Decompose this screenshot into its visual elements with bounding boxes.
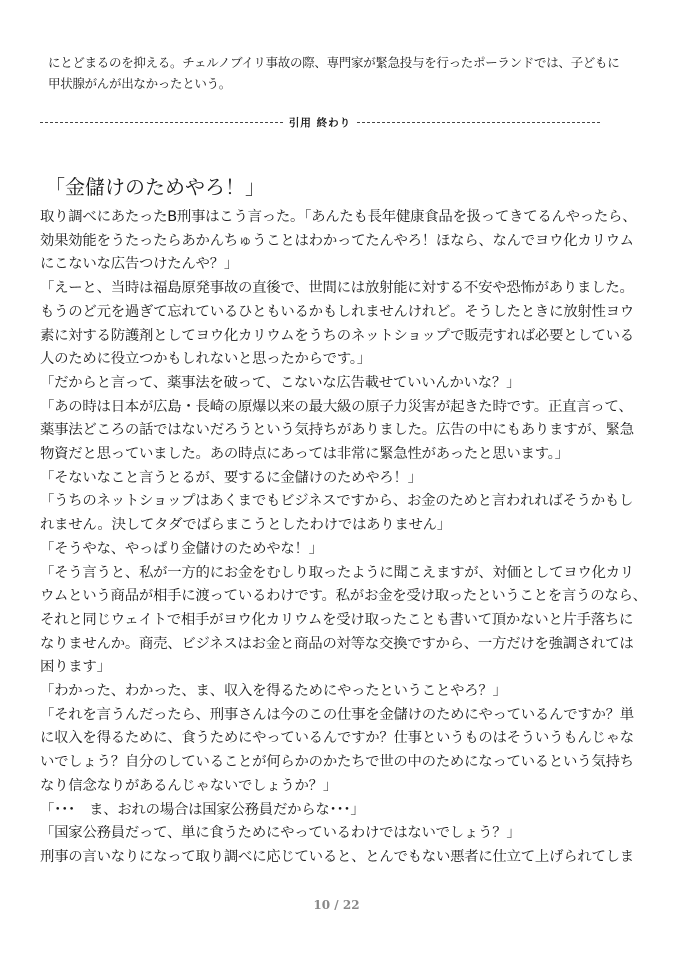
body-line: にこないな広告つけたんや？」 [40, 256, 238, 273]
body-line: 効果効能をうたったらあかんちゅうことはわかってたんやろ！ほなら、なんでヨウ化カリウム [40, 232, 634, 249]
page-number: 10 / 22 [313, 898, 360, 912]
body-line: に収入を得るために、食うためにやっているんですか？仕事というものはそういうもんじゃな [40, 730, 634, 747]
body-line: なり信念なりがあるんじゃないでしょうか？」 [40, 777, 337, 794]
body-line: 「だからと言って、薬事法を破って、こないな広告載せていいんかいな？」 [40, 374, 521, 391]
body-line: 「あの時は日本が広島・長崎の原爆以来の最大級の原子力災害が起きた時です。正直言って、 [40, 398, 633, 415]
quote-end-separator [40, 112, 600, 132]
body-line: それと同じウェイトで相手がヨウ化カリウムを受け取ったことも書いて頂かないと片手落ちに [40, 611, 634, 628]
quote-tail [48, 52, 638, 94]
body-line: もうのど元を過ぎて忘れているひともいるかもしれませんけれど。そうしたときに放射性ヨウ [40, 303, 634, 320]
body-line: 取り調べにあたったB刑事はこう言った。「あんたも長年健康食品を扱ってきてるんやったら、 [40, 209, 637, 225]
body-line: 「そうやな、やっぱり金儲けのためやな！」 [40, 540, 323, 557]
quote-line: にとどまるのを抑える。チェルノブイリ事故の際、専門家が緊急投与を行ったポーランドでは、子どもに [48, 55, 620, 70]
dashed-rule-left [40, 122, 283, 123]
dashed-rule-right [357, 122, 600, 123]
body-text [40, 206, 647, 870]
body-line: 「うちのネットショップはあくまでもビジネスですから、お金のためと言われればそうかもし [40, 493, 634, 510]
body-line: 「それを言うんだったら、刑事さんは今のこの仕事を金儲けのためにやっているんですか？単 [40, 706, 634, 723]
body-line: 「･･･ ま、おれの場合は国家公務員だからな･･･」 [40, 801, 365, 818]
body-line: 素に対する防護剤としてヨウ化カリウムをうちのネットショップで販売すれば必要としている [40, 327, 634, 344]
body-line: ウムという商品が相手に渡っているわけです。私がお金を受け取ったということを言うのなら、 [40, 588, 647, 605]
body-line: 困ります」 [40, 659, 111, 676]
body-line: 「そないなこと言うとるが、要するに金儲けのためやろ！」 [40, 469, 422, 486]
quote-end-label: 引用 終わり [288, 116, 352, 129]
body-line: 「えーと、当時は福島原発事故の直後で、世間には放射能に対する不安や恐怖がありました。 [40, 280, 634, 297]
body-line: 物資だと思っていました。あの時点にあっては非常に緊急性があったと思います。」 [40, 446, 569, 463]
body-line: いでしょう？自分のしていることが何らかのかたちで世の中のためになっているという気持ち [40, 754, 634, 771]
body-line: れません。決してタダでばらまこうとしたわけではありません」 [40, 517, 451, 534]
body-line: 人のために役立つかもしれないと思ったからです。」 [40, 351, 371, 368]
section-heading: 「金儲けのためやろ！」 [45, 175, 265, 199]
body-line: なりませんか。商売、ビジネスはお金と商品の対等な交換ですから、一方だけを強調されては [40, 635, 634, 652]
body-line: 「そう言うと、私が一方的にお金をむしり取ったように聞こえますが、対価としてヨウ化カリ [40, 564, 634, 581]
body-line: 「国家公務員だって、単に食うためにやっているわけではないでしょう？」 [40, 825, 521, 842]
body-line: 「わかった、わかった、ま、収入を得るためにやったということやろ？」 [40, 683, 507, 700]
body-line: 薬事法どころの話ではないだろうという気持ちがありました。広告の中にもありますが、緊急 [40, 422, 634, 439]
body-line: 刑事の言いなりになって取り調べに応じていると、とんでもない悪者に仕立て上げられてしま [40, 848, 634, 865]
quote-line: 甲状腺がんが出なかったという。 [48, 76, 232, 91]
